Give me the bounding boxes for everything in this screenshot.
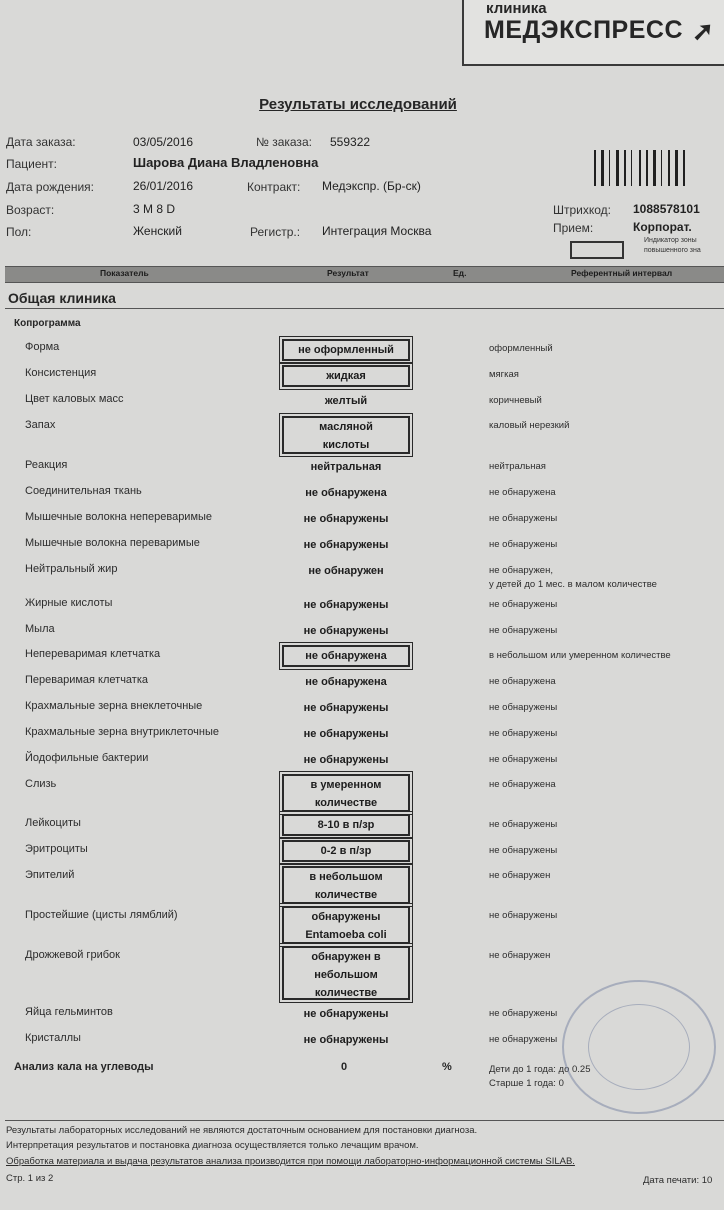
- row-reference: не обнаружены: [489, 910, 558, 921]
- row-name: Мышечные волокна непереваримые: [25, 511, 213, 523]
- row-reference: оформленный: [489, 343, 553, 354]
- page-title: Результаты исследований: [259, 96, 457, 113]
- clinic-stamp: [562, 980, 716, 1114]
- header-unit: Ед.: [453, 268, 467, 278]
- logo-clinic-word: клиника: [486, 0, 547, 17]
- carb-test-name: Анализ кала на углеводы: [14, 1061, 154, 1073]
- section-divider: [5, 308, 724, 309]
- row-result: не обнаружены: [303, 728, 389, 740]
- sex-value: Женский: [133, 224, 182, 238]
- row-name: Дрожжевой грибок: [25, 949, 120, 961]
- page-number: Стр. 1 из 2: [6, 1173, 54, 1184]
- barcode-graphic: [594, 150, 724, 186]
- logo-mark-icon: ➚: [692, 16, 714, 46]
- disclaimer-line-2: Интерпретация результатов и постановка диагноза осуществляется только лечащим врачом.: [6, 1140, 419, 1151]
- age-value: 3 M 8 D: [133, 202, 176, 216]
- row-reference: не обнаружен, у детей до 1 мес. в малом количестве: [489, 565, 657, 590]
- patient-name: Шарова Диана Владленовна: [133, 155, 319, 170]
- row-name: Яйца гельминтов: [25, 1006, 113, 1018]
- row-result: 8-10 в п/зр: [282, 814, 410, 836]
- row-name: Крахмальные зерна внеклеточные: [25, 700, 203, 712]
- row-reference: не обнаружены: [489, 728, 558, 739]
- row-name: Кристаллы: [25, 1032, 81, 1044]
- indicator-zone-legend: Индикатор зоны повышенного зна: [644, 237, 701, 254]
- row-name: Йодофильные бактерии: [25, 752, 149, 764]
- row-result: не обнаружена: [282, 645, 410, 667]
- carb-test-unit: %: [442, 1061, 452, 1073]
- header-reference: Референтный интервал: [571, 268, 673, 278]
- row-reference: не обнаружены: [489, 1008, 558, 1019]
- row-reference: не обнаружены: [489, 845, 558, 856]
- row-result: 0-2 в п/зр: [282, 840, 410, 862]
- row-reference: не обнаружены: [489, 702, 558, 713]
- header-result: Результат: [327, 268, 369, 278]
- row-result: обнаружены Entamoeba coli: [282, 906, 410, 944]
- subsection-title: Копрограмма: [14, 318, 81, 329]
- barcode-value: 1088578101: [633, 202, 700, 216]
- row-result: не обнаружены: [303, 1034, 389, 1046]
- row-result: не обнаружены: [303, 1008, 389, 1020]
- row-result: не обнаружены: [303, 754, 389, 766]
- row-name: Консистенция: [25, 367, 97, 379]
- order-no-value: 559322: [330, 135, 371, 149]
- disclaimer-line-1: Результаты лабораторных исследований не являются достаточным основанием для постановки диагноза.: [6, 1125, 478, 1136]
- row-name: Непереваримая клетчатка: [25, 648, 161, 660]
- row-reference: не обнаружены: [489, 1034, 558, 1045]
- row-reference: каловый нерезкий: [489, 420, 570, 431]
- row-name: Слизь: [25, 778, 57, 790]
- order-no-label: № заказа:: [256, 135, 312, 149]
- row-name: Мыла: [25, 623, 55, 635]
- row-reference: не обнаружен: [489, 950, 551, 961]
- row-name: Эритроциты: [25, 843, 88, 855]
- row-result: не оформленный: [282, 339, 410, 361]
- row-result: желтый: [324, 395, 368, 407]
- row-reference: не обнаружены: [489, 599, 558, 610]
- order-date-label: Дата заказа:: [6, 135, 76, 149]
- row-reference: не обнаружена: [489, 779, 556, 790]
- disclaimer-line-3: Обработка материала и выдача результатов анализа производится при помощи лабораторно-информационной системы SILAB.: [6, 1156, 575, 1167]
- birth-value: 26/01/2016: [133, 179, 194, 193]
- row-result: не обнаружены: [303, 625, 389, 637]
- barcode-label: Штрихкод:: [553, 203, 612, 217]
- row-name: Цвет каловых масс: [25, 393, 124, 405]
- row-name: Эпителий: [25, 869, 75, 881]
- row-result: не обнаружены: [303, 702, 389, 714]
- row-reference: коричневый: [489, 395, 542, 406]
- row-name: Крахмальные зерна внутриклеточные: [25, 726, 219, 738]
- row-result: жидкая: [282, 365, 410, 387]
- row-name: Нейтральный жир: [25, 563, 118, 575]
- sex-label: Пол:: [6, 225, 32, 239]
- row-result: в небольшом количестве: [282, 866, 410, 904]
- footer-divider: [5, 1120, 724, 1121]
- row-reference: не обнаружены: [489, 625, 558, 636]
- row-reference: в небольшом или умеренном количестве: [489, 650, 671, 661]
- age-label: Возраст:: [6, 203, 55, 217]
- row-name: Лейкоциты: [25, 817, 81, 829]
- carb-test-result: 0: [341, 1061, 348, 1073]
- print-date: Дата печати: 10: [643, 1175, 713, 1186]
- logo-clinic-name: МЕДЭКСПРЕСС: [484, 16, 684, 44]
- row-name: Мышечные волокна переваримые: [25, 537, 200, 549]
- row-result: нейтральная: [310, 461, 382, 473]
- carb-test-reference: Дети до 1 года: до 0.25 Старше 1 года: 0: [489, 1064, 591, 1089]
- row-result: не обнаружены: [303, 539, 389, 551]
- row-name: Соединительная ткань: [25, 485, 142, 497]
- reception-value: Корпорат.: [633, 220, 692, 234]
- patient-label: Пациент:: [6, 157, 58, 171]
- row-name: Реакция: [25, 459, 68, 471]
- row-reference: не обнаружены: [489, 754, 558, 765]
- row-result: не обнаружены: [303, 599, 389, 611]
- row-reference: не обнаружены: [489, 539, 558, 550]
- indicator-zone-box: [570, 241, 624, 259]
- order-date-value: 03/05/2016: [133, 135, 194, 149]
- row-result: не обнаружены: [303, 513, 389, 525]
- row-reference: не обнаружена: [489, 487, 556, 498]
- row-reference: не обнаружена: [489, 676, 556, 687]
- table-header: [5, 266, 724, 283]
- row-result: обнаружен в небольшом количестве: [282, 946, 410, 1000]
- row-result: не обнаружена: [305, 676, 387, 688]
- contract-label: Контракт:: [247, 180, 301, 194]
- row-reference: не обнаружены: [489, 513, 558, 524]
- row-name: Запах: [25, 419, 56, 431]
- clinic-logo: [462, 0, 724, 66]
- header-indicator: Показатель: [100, 268, 149, 278]
- row-result: не обнаружен: [308, 565, 384, 577]
- section-title: Общая клиника: [8, 290, 116, 306]
- row-name: Форма: [25, 341, 60, 353]
- row-result: в умеренном количестве: [282, 774, 410, 812]
- register-label: Регистр.:: [250, 225, 301, 239]
- row-name: Переваримая клетчатка: [25, 674, 149, 686]
- birth-label: Дата рождения:: [6, 180, 94, 194]
- row-result: не обнаружена: [305, 487, 387, 499]
- register-value: Интеграция Москва: [322, 224, 432, 238]
- contract-value: Медэкспр. (Бр-ск): [322, 179, 421, 193]
- reception-label: Прием:: [553, 221, 594, 235]
- row-reference: не обнаружены: [489, 819, 558, 830]
- row-result: масляной кислоты: [282, 416, 410, 454]
- row-name: Простейшие (цисты лямблий): [25, 909, 178, 921]
- row-reference: нейтральная: [489, 461, 546, 472]
- row-name: Жирные кислоты: [25, 597, 113, 609]
- row-reference: не обнаружен: [489, 870, 551, 881]
- row-reference: мягкая: [489, 369, 519, 380]
